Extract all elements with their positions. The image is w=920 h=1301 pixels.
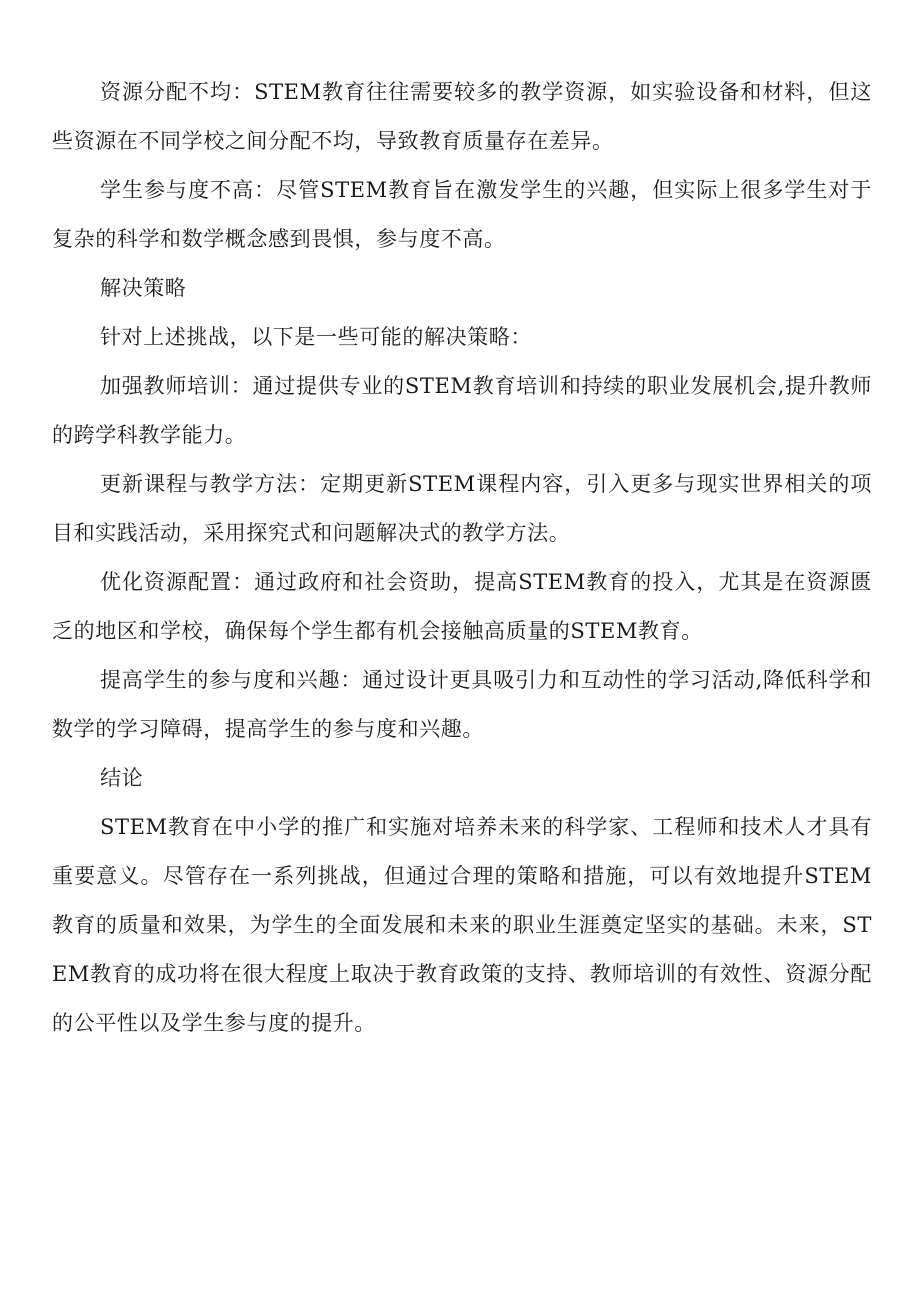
- paragraph-resource-optimization: 优化资源配置：通过政府和社会资助，提高STEM教育的投入，尤其是在资源匮乏的地区和学校，确保每个学生都有机会接触高质量的STEM教育。: [52, 570, 872, 643]
- paragraph-student-engagement: 学生参与度不高：尽管STEM教育旨在激发学生的兴趣，但实际上很多学生对于复杂的科学和数学概念感到畏惧，参与度不高。: [52, 178, 872, 251]
- paragraph-resource-allocation: 资源分配不均：STEM教育往往需要较多的教学资源，如实验设备和材料，但这些资源在不同学校之间分配不均，导致教育质量存在差异。: [52, 80, 872, 153]
- paragraph-solutions-intro: 针对上述挑战，以下是一些可能的解决策略：: [100, 325, 532, 349]
- document-body: [52, 68, 872, 1048]
- paragraph-teacher-training: 加强教师培训：通过提供专业的STEM教育培训和持续的职业发展机会,提升教师的跨学科教学能力。: [52, 374, 872, 447]
- paragraph-conclusion: STEM教育在中小学的推广和实施对培养未来的科学家、工程师和技术人才具有重要意义。尽管存在一系列挑战，但通过合理的策略和措施，可以有效地提升STEM教育的质量和效果，为学生的全面发展和未来的职业生涯奠定坚实的基础。未来，STEM教育的成功将在很大程度上取决于教育政策的支持、教师培训的有效性、资源分配的公平性以及学生参与度的提升。: [52, 815, 872, 1035]
- paragraph-engagement-improvement: 提高学生的参与度和兴趣：通过设计更具吸引力和互动性的学习活动,降低科学和数学的学习障碍，提高学生的参与度和兴趣。: [52, 668, 872, 741]
- paragraph-curriculum-update: 更新课程与教学方法：定期更新STEM课程内容，引入更多与现实世界相关的项目和实践活动，采用探究式和问题解决式的教学方法。: [52, 472, 872, 545]
- section-heading-conclusion: 结论: [100, 766, 144, 790]
- section-heading-solutions: 解决策略: [100, 276, 187, 300]
